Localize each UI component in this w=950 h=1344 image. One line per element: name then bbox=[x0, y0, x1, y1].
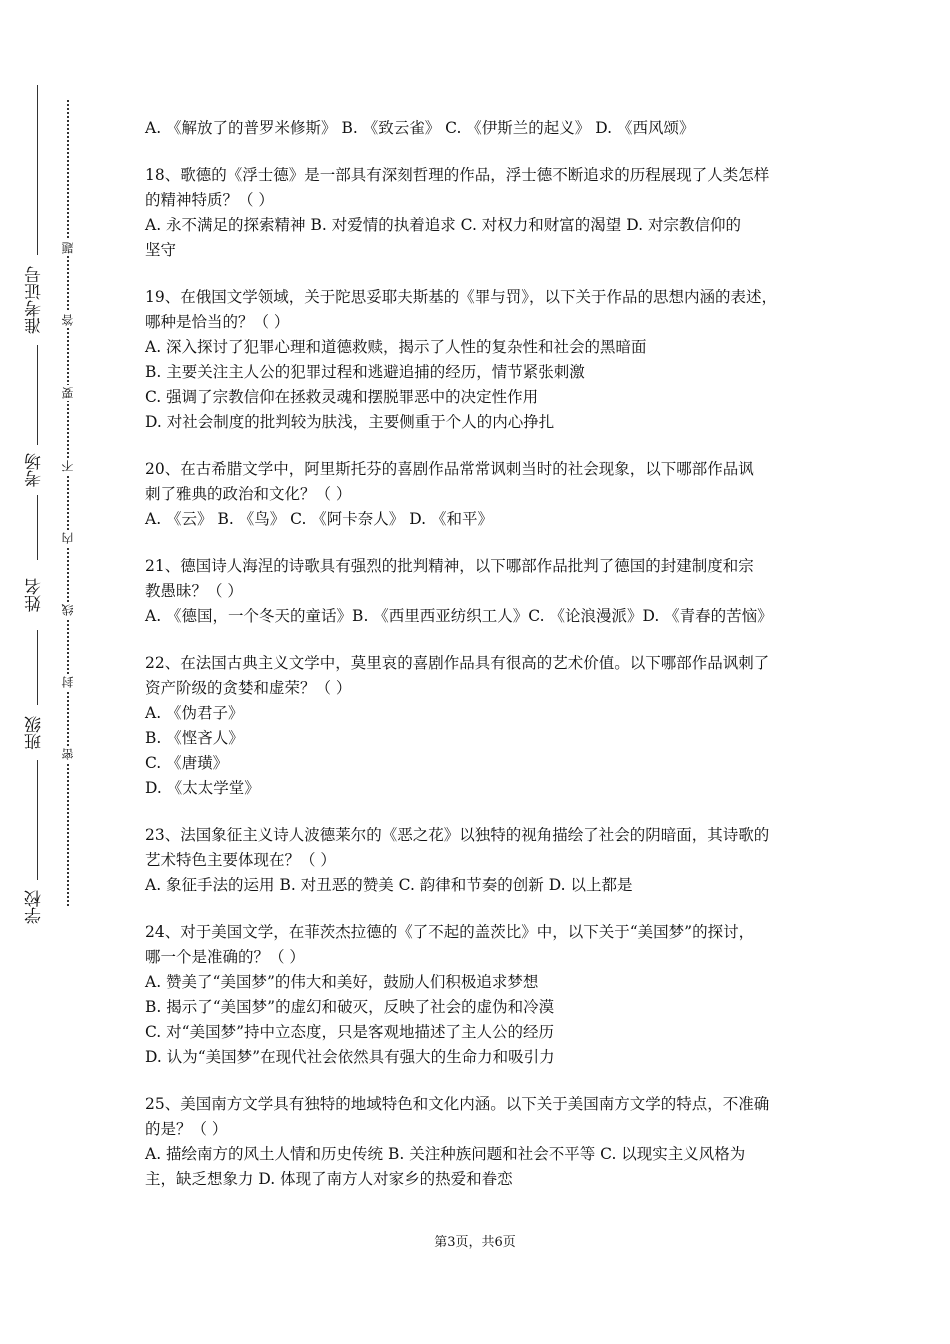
question-stem-line: 21、德国诗人海涅的诗歌具有强烈的批判精神，以下哪部作品批判了德国的封建制度和宗 bbox=[145, 557, 754, 575]
question-19 bbox=[145, 285, 815, 435]
question-21 bbox=[145, 554, 815, 629]
option-line: A. 《德国，一个冬天的童话》B. 《西里西亚纺织工人》C. 《论浪漫派》D. 《青春的苦恼》 bbox=[145, 607, 773, 625]
binding-margin bbox=[0, 0, 110, 1344]
question-stem-line: 教愚昧？（ ） bbox=[145, 582, 243, 600]
question-stem-line: 哪一个是准确的？（ ） bbox=[145, 948, 305, 966]
seal-char: 封 bbox=[61, 676, 75, 688]
seal-char: 要 bbox=[61, 387, 75, 399]
option-a: A. 《伪君子》 bbox=[145, 704, 244, 722]
option-c: C. 《唐璜》 bbox=[145, 754, 229, 772]
label-exam-number: 准考证号 bbox=[20, 258, 50, 342]
fill-line bbox=[37, 760, 38, 880]
fill-line bbox=[37, 630, 38, 705]
question-20 bbox=[145, 457, 815, 532]
seal-dotted-line bbox=[67, 100, 69, 906]
question-stem-line: 资产阶级的贪婪和虚荣？（ ） bbox=[145, 679, 352, 697]
seal-char: 线 bbox=[61, 604, 75, 616]
option-b: B. 主要关注主人公的犯罪过程和逃避追捕的经历，情节紧张刺激 bbox=[145, 363, 585, 381]
option-line: A. 象征手法的运用 B. 对丑恶的赞美 C. 韵律和节奏的创新 D. 以上都是 bbox=[145, 876, 633, 894]
label-exam-room: 考场 bbox=[20, 448, 50, 492]
question-17-options bbox=[145, 116, 815, 141]
question-stem-line: 18、歌德的《浮士德》是一部具有深刻哲理的作品，浮士德不断追求的历程展现了人类怎样 bbox=[145, 166, 770, 184]
label-name: 姓名 bbox=[20, 563, 50, 627]
question-23 bbox=[145, 823, 815, 898]
question-stem-line: 刺了雅典的政治和文化？（ ） bbox=[145, 485, 352, 503]
question-stem-line: 23、法国象征主义诗人波德莱尔的《恶之花》以独特的视角描绘了社会的阴暗面，其诗歌的 bbox=[145, 826, 770, 844]
option-line: A. 永不满足的探索精神 B. 对爱情的执着追求 C. 对权力和财富的渴望 D. 对宗教信仰的 bbox=[145, 216, 741, 234]
label-school: 学校 bbox=[20, 884, 50, 930]
seal-char: 答 bbox=[61, 314, 75, 326]
question-18 bbox=[145, 163, 815, 263]
option-c: C. 强调了宗教信仰在拯救灵魂和摆脱罪恶中的决定性作用 bbox=[145, 388, 539, 406]
question-25 bbox=[145, 1092, 815, 1192]
option-b: B. 《悭吝人》 bbox=[145, 729, 244, 747]
question-stem-line: 艺术特色主要体现在？（ ） bbox=[145, 851, 336, 869]
question-stem-line: 22、在法国古典主义文学中，莫里哀的喜剧作品具有很高的艺术价值。以下哪部作品讽刺了 bbox=[145, 654, 770, 672]
question-stem-line: 的是？（ ） bbox=[145, 1120, 228, 1138]
question-stem-line: 哪种是恰当的？（ ） bbox=[145, 313, 290, 331]
option-a: A. 赞美了“美国梦”的伟大和美好，鼓励人们积极追求梦想 bbox=[145, 973, 539, 991]
question-22 bbox=[145, 651, 815, 801]
label-class: 班级 bbox=[20, 708, 50, 758]
question-stem-line: 25、美国南方文学具有独特的地域特色和文化内涵。以下关于美国南方文学的特点，不准确 bbox=[145, 1095, 770, 1113]
fill-line bbox=[37, 85, 38, 255]
seal-char: 不 bbox=[61, 460, 75, 472]
page-number: 第3页，共6页 bbox=[434, 1235, 516, 1250]
option-b: B. 揭示了“美国梦”的虚幻和破灭，反映了社会的虚伪和冷漠 bbox=[145, 998, 555, 1016]
fill-line bbox=[37, 345, 38, 445]
option-line: A. 《云》 B. 《鸟》 C. 《阿卡奈人》 D. 《和平》 bbox=[145, 510, 493, 528]
option-line: 坚守 bbox=[145, 241, 177, 259]
seal-char: 题 bbox=[61, 242, 75, 254]
option-a: A. 深入探讨了犯罪心理和道德救赎，揭示了人性的复杂性和社会的黑暗面 bbox=[145, 338, 647, 356]
question-stem-line: 20、在古希腊文学中，阿里斯托芬的喜剧作品常常讽刺当时的社会现象，以下哪部作品讽 bbox=[145, 460, 754, 478]
seal-char: 密 bbox=[61, 748, 75, 760]
question-stem-line: 19、在俄国文学领域，关于陀思妥耶夫斯基的《罪与罚》，以下关于作品的思想内涵的表述， bbox=[145, 288, 777, 306]
option-line: A. 《解放了的普罗米修斯》 B. 《致云雀》 C. 《伊斯兰的起义》 D. 《西风颂》 bbox=[145, 119, 695, 137]
option-line: A. 描绘南方的风土人情和历史传统 B. 关注种族问题和社会不平等 C. 以现实主义风格为 bbox=[145, 1145, 746, 1163]
option-d: D. 《太太学堂》 bbox=[145, 779, 260, 797]
seal-char: 内 bbox=[61, 532, 75, 544]
fill-line bbox=[37, 495, 38, 560]
option-d: D. 对社会制度的批判较为肤浅，主要侧重于个人的内心挣扎 bbox=[145, 413, 555, 431]
option-c: C. 对“美国梦”持中立态度，只是客观地描述了主人公的经历 bbox=[145, 1023, 555, 1041]
question-list bbox=[145, 116, 815, 1192]
question-24 bbox=[145, 920, 815, 1070]
question-stem-line: 的精神特质？（ ） bbox=[145, 191, 274, 209]
option-d: D. 认为“美国梦”在现代社会依然具有强大的生命力和吸引力 bbox=[145, 1048, 555, 1066]
question-stem-line: 24、对于美国文学，在菲茨杰拉德的《了不起的盖茨比》中，以下关于“美国梦”的探讨， bbox=[145, 923, 755, 941]
option-line: 主，缺乏想象力 D. 体现了南方人对家乡的热爱和眷恋 bbox=[145, 1170, 513, 1188]
